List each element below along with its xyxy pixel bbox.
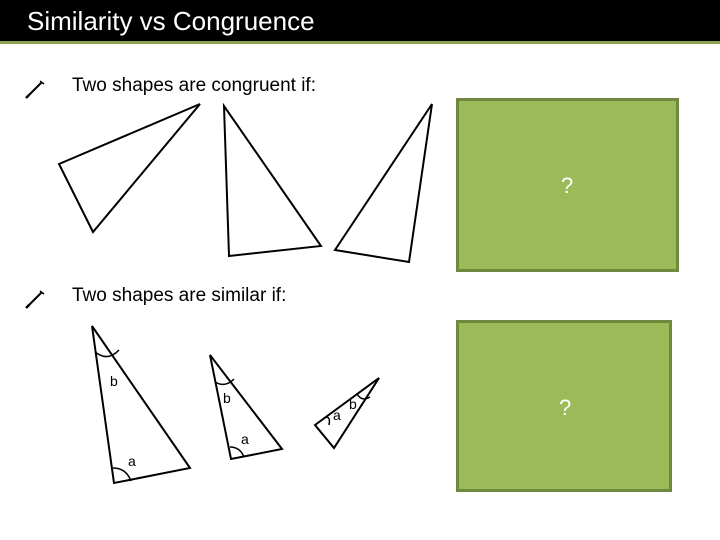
- angle-label-a: a: [241, 431, 249, 447]
- congruent-answer-text: ?: [561, 173, 574, 198]
- similar-triangle-large: [92, 326, 190, 483]
- congruent-heading: Two shapes are congruent if:: [72, 75, 316, 96]
- similar-triangle-small: [315, 378, 379, 448]
- similar-answer-text: ?: [559, 395, 572, 420]
- congruent-triangle-3: [335, 104, 432, 262]
- angle-label-a: a: [333, 407, 341, 423]
- angle-label-b: b: [223, 390, 231, 406]
- slide-title: Similarity vs Congruence: [27, 6, 315, 36]
- similar-heading: Two shapes are similar if:: [72, 285, 287, 306]
- congruent-triangle-2: [224, 106, 321, 256]
- angle-label-a: a: [128, 453, 136, 469]
- angle-arc-a-medium: [230, 447, 244, 457]
- angle-label-b: b: [349, 396, 357, 412]
- angle-arc-a-small: [324, 417, 329, 425]
- angle-arc-b-large: [95, 350, 119, 357]
- angle-label-b: b: [110, 373, 118, 389]
- angle-arc-a-large: [113, 468, 131, 481]
- congruent-triangle-1: [59, 104, 200, 232]
